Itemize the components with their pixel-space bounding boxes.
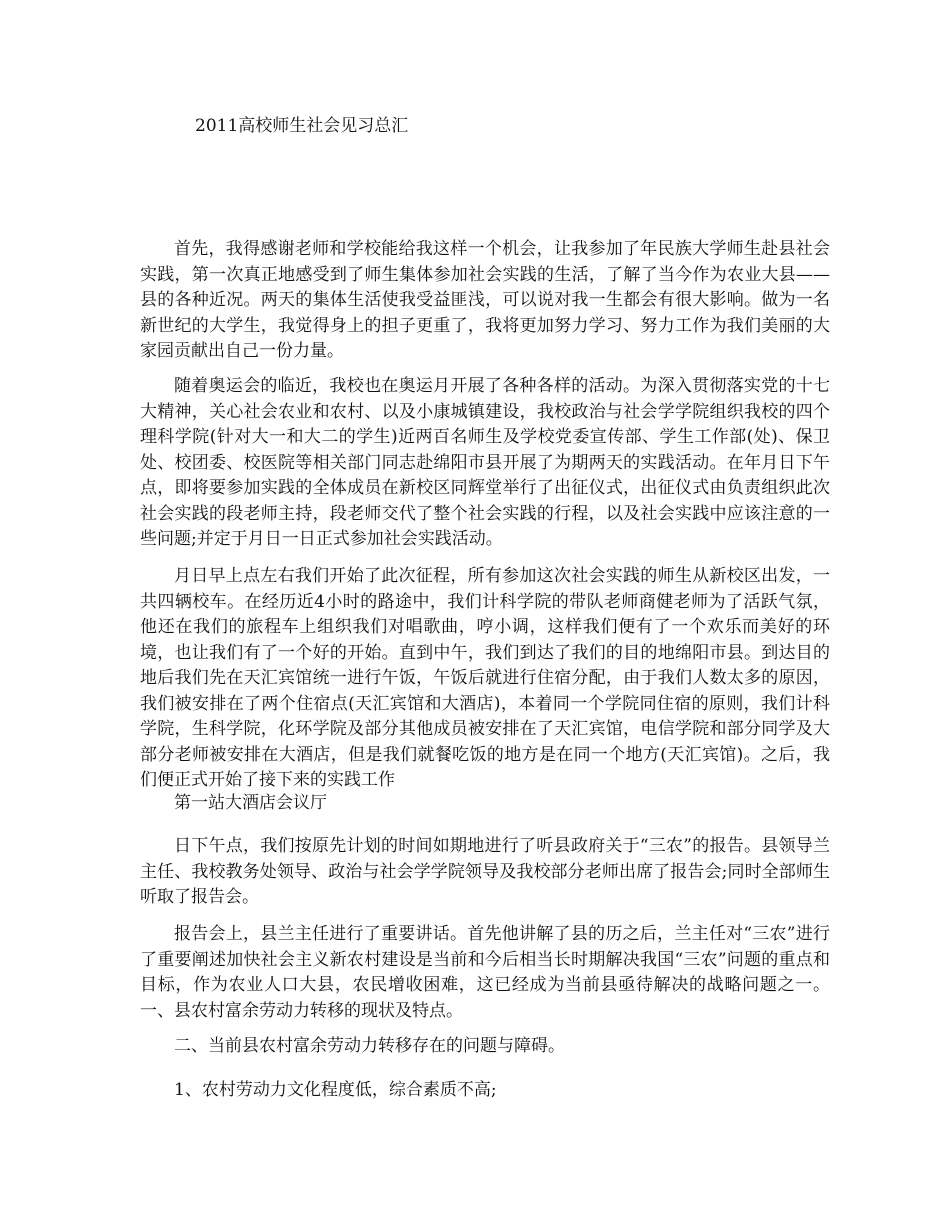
paragraph-speech: 报告会上，县兰主任进行了重要讲话。首先他讲解了县的历之后，兰主任对“三农”进行了重要阐述加快社会主义新农村建设是当前和今后相当长时期解决我国“三农”问题的重点和目标，作为农业人口大县，农民增收困难，这已经成为当前县亟待解决的战略问题之一。一、县农村富余劳动力转移的现状及特点。 (140, 924, 830, 1021)
paragraph-first-stop: 第一站大酒店会议厅 (174, 793, 327, 813)
paragraph-report-meeting: 日下午点，我们按原先计划的时间如期地进行了听县政府关于“三农”的报告。县领导兰主任、我校教务处领导、政治与社会学学院领导及我校部分老师出席了报告会;同时全部师生听取了报告会。 (140, 836, 830, 907)
document-title: 2011高校师生社会见习总汇 (195, 116, 409, 136)
paragraph-gratitude: 首先，我得感谢老师和学校能给我这样一个机会，让我参加了年民族大学师生赴县社会实践，第一次真正地感受到了师生集体参加社会实践的生活，了解了当今作为农业大县——县的各种近况。两天的集体生活使我受益匪浅，可以说对我一生都会有很大影响。做为一名新世纪的大学生，我觉得身上的担子更重了，我将更加努力学习、努力工作为我们美丽的大家园贡献出自己一份力量。 (140, 239, 830, 361)
paragraph-olympic-activities: 随着奥运会的临近，我校也在奥运月开展了各种各样的活动。为深入贯彻落实党的十七大精神，关心社会农业和农村、以及小康城镇建设，我校政治与社会学学院组织我校的四个理科学院(针对大一和大二的学生)近两百名师生及学校党委宣传部、学生工作部(处)、保卫处、校团委、校医院等相关部门同志赴绵阳市县开展了为期两天的实践活动。在年月日下午点，即将要参加实践的全体成员在新校区同辉堂举行了出征仪式，出征仪式由负责组织此次社会实践的段老师主持，段老师交代了整个社会实践的行程，以及社会实践中应该注意的一些问题;并定于月日一日正式参加社会实践活动。 (140, 376, 830, 549)
paragraph-journey: 月日早上点左右我们开始了此次征程，所有参加这次社会实践的师生从新校区出发，一共四辆校车。在经历近4小时的路途中，我们计科学院的带队老师商健老师为了活跃气氛，他还在我们的旅程车上组织我们对唱歌曲，哼小调，这样我们便有了一个欢乐而美好的环境，也让我们有了一个好的开始。直到中午，我们到达了我们的目的地绵阳市县。到达目的地后我们先在天汇宾馆统一进行午饭，午饭后就进行住宿分配，由于我们人数太多的原因，我们被安排在了两个住宿点(天汇宾馆和大酒店)，本着同一个学院同住宿的原则，我们计科学院，生科学院，化环学院及部分其他成员被安排在了天汇宾馆，电信学院和部分同学及大部分老师被安排在大酒店，但是我们就餐吃饭的地方是在同一个地方(天汇宾馆)。之后，我们便正式开始了接下来的实践工作 (140, 566, 830, 790)
paragraph-problem-1: 1、农村劳动力文化程度低，综合素质不高; (174, 1080, 497, 1100)
paragraph-problems-heading: 二、当前县农村富余劳动力转移存在的问题与障碍。 (174, 1036, 565, 1056)
